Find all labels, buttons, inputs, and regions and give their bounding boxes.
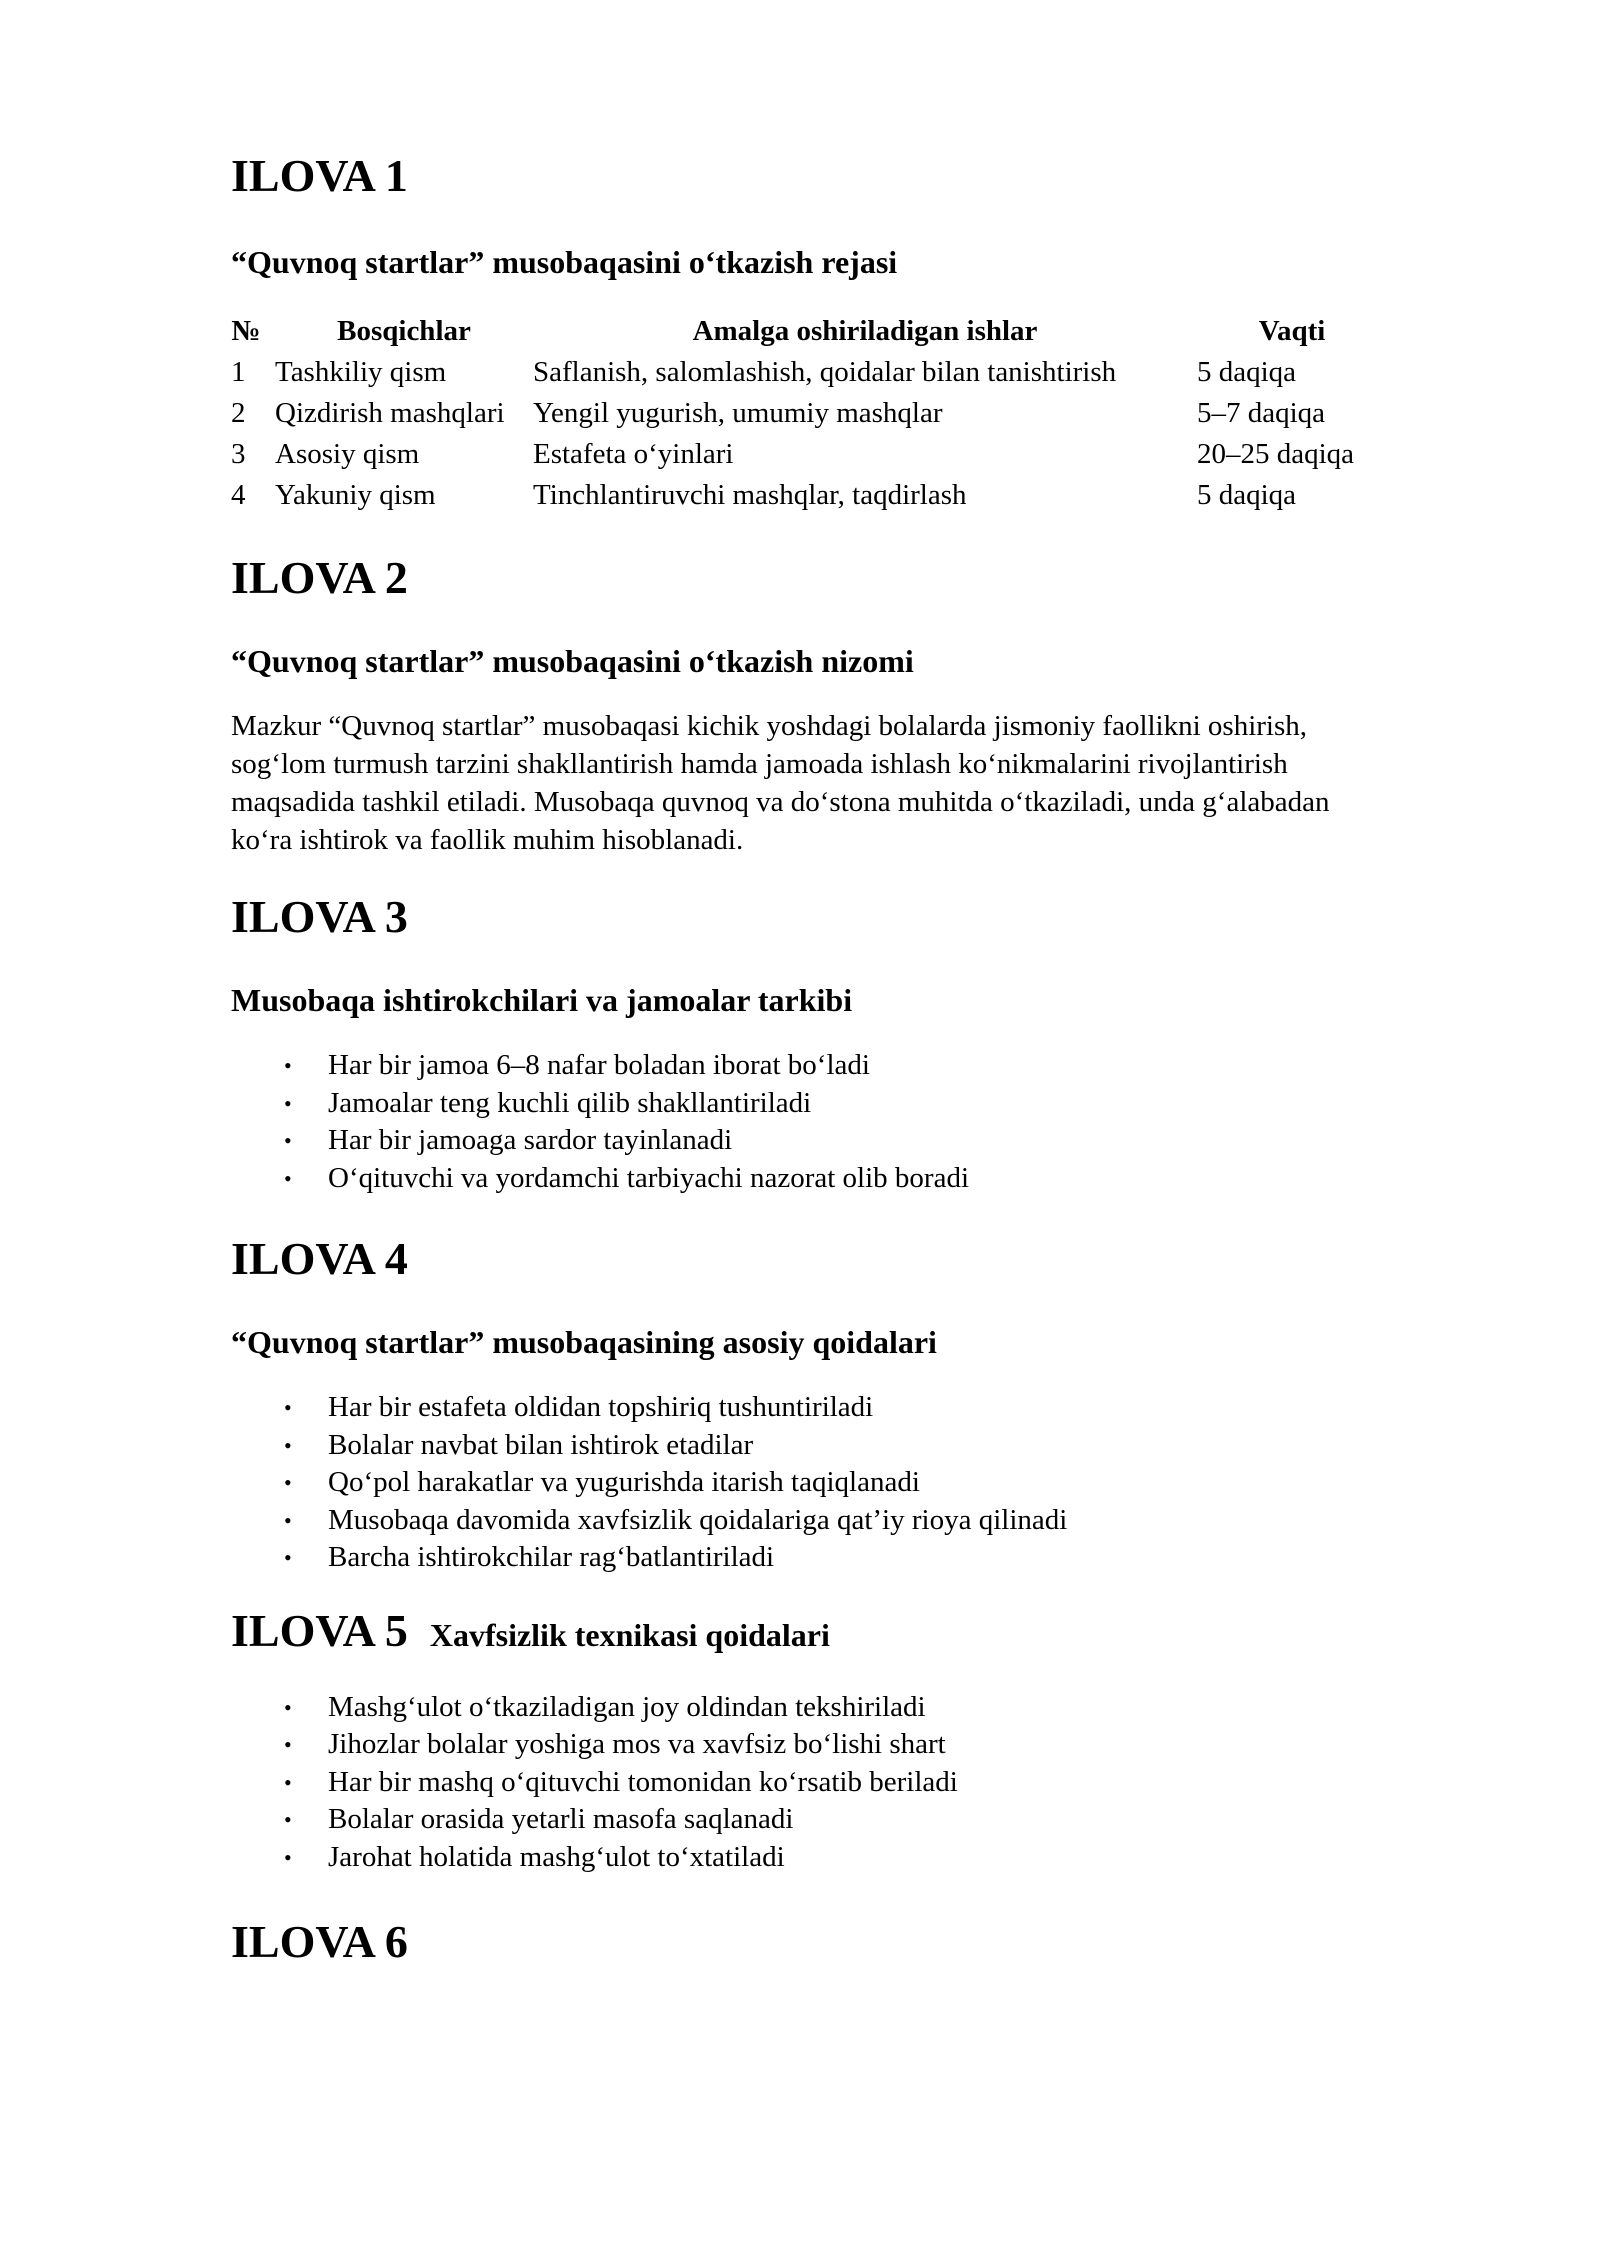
list-item-text: Har bir mashq o‘qituvchi tomonidan ko‘rsatib beriladi bbox=[328, 1765, 958, 1798]
list-item-text: Barcha ishtirokchilar rag‘batlantiriladi bbox=[328, 1541, 775, 1573]
bullet-icon: • bbox=[284, 1053, 292, 1078]
ilova-3-subtitle: Musobaqa ishtirokchilari va jamoalar tarkibi bbox=[231, 982, 853, 1018]
row-time: 20–25 daqiqa bbox=[1197, 438, 1355, 470]
ilova-5-subtitle: Xavfsizlik texnikasi qoidalari bbox=[429, 1616, 830, 1653]
bullet-icon: • bbox=[284, 1165, 292, 1191]
list-item-text: Har bir jamoa 6–8 nafar boladan iborat bo‘ladi bbox=[328, 1049, 870, 1081]
bullet-icon: • bbox=[284, 1807, 292, 1832]
table-row bbox=[231, 475, 1387, 516]
list-item-text: Jihozlar bolalar yoshiga mos va xavfsiz bo‘lishi shart bbox=[328, 1728, 946, 1760]
bullet-icon: • bbox=[284, 1128, 292, 1153]
paragraph-line: Mazkur “Quvnoq startlar” musobaqasi kichik yoshdagi bolalarda jismoniy faollikni oshirish, bbox=[231, 710, 1308, 742]
row-time: 5–7 daqiqa bbox=[1197, 397, 1326, 429]
table-row bbox=[231, 352, 1387, 393]
document-content bbox=[231, 148, 1481, 1970]
list-item-text: Jamoalar teng kuchli qilib shakllantiriladi bbox=[328, 1086, 812, 1119]
row-activity: Tinchlantiruvchi mashqlar, taqdirlash bbox=[533, 479, 967, 511]
ilova-5-title: ILOVA 5 bbox=[231, 1604, 408, 1656]
regulation-paragraph bbox=[231, 707, 1481, 859]
list-item-text: Musobaqa davomida xavfsizlik qoidalariga qat’iy rioya qilinadi bbox=[328, 1503, 1068, 1536]
rules-list bbox=[231, 1389, 1481, 1577]
paragraph-line: maqsadida tashkil etiladi. Musobaqa quvnoq va do‘stona muhitda o‘tkaziladi, unda g‘alabadan bbox=[231, 786, 1330, 818]
table-row bbox=[231, 393, 1387, 434]
header-stages: Bosqichlar bbox=[337, 315, 471, 347]
list-item-text: Mashg‘ulot o‘tkaziladigan joy oldindan tekshiriladi bbox=[328, 1690, 926, 1723]
ilova-1-subtitle: “Quvnoq startlar” musobaqasini o‘tkazish rejasi bbox=[231, 244, 898, 280]
list-item bbox=[231, 1427, 1481, 1465]
list-item bbox=[231, 1502, 1481, 1540]
list-item bbox=[231, 1389, 1481, 1427]
row-number: 1 bbox=[231, 356, 246, 388]
plan-table-header-row bbox=[231, 311, 1387, 352]
row-number: 2 bbox=[231, 397, 246, 429]
ilova-3-title: ILOVA 3 bbox=[231, 891, 408, 942]
list-item bbox=[231, 1764, 1481, 1802]
table-row bbox=[231, 434, 1387, 475]
list-item bbox=[231, 1122, 1481, 1160]
list-item-text: Bolalar orasida yetarli masofa saqlanadi bbox=[328, 1803, 794, 1835]
paragraph-line: ko‘ra ishtirok va faollik muhim hisoblanadi. bbox=[231, 824, 744, 856]
ilova-4-subtitle: “Quvnoq startlar” musobaqasining asosiy qoidalari bbox=[231, 1324, 937, 1360]
row-activity: Estafeta o‘yinlari bbox=[533, 438, 734, 470]
row-stage: Qizdirish mashqlari bbox=[275, 397, 505, 429]
bullet-icon: • bbox=[284, 1694, 292, 1720]
ilova-2-subtitle: “Quvnoq startlar” musobaqasini o‘tkazish nizomi bbox=[231, 643, 914, 679]
list-item bbox=[231, 1801, 1481, 1839]
list-item-text: O‘qituvchi va yordamchi tarbiyachi nazorat olib boradi bbox=[328, 1161, 970, 1194]
row-stage: Asosiy qism bbox=[275, 438, 420, 470]
row-time: 5 daqiqa bbox=[1197, 356, 1297, 388]
ilova-2-title: ILOVA 2 bbox=[231, 552, 408, 603]
bullet-icon: • bbox=[284, 1507, 292, 1533]
bullet-icon: • bbox=[284, 1090, 292, 1116]
safety-list bbox=[231, 1689, 1481, 1877]
list-item bbox=[231, 1160, 1481, 1198]
ilova-4-title: ILOVA 4 bbox=[231, 1233, 408, 1284]
header-time: Vaqti bbox=[1258, 315, 1326, 347]
list-item-text: Bolalar navbat bilan ishtirok etadilar bbox=[328, 1428, 754, 1461]
row-time: 5 daqiqa bbox=[1197, 479, 1297, 511]
ilova-6-title: ILOVA 6 bbox=[231, 1916, 408, 1967]
paragraph-line: sog‘lom turmush tarzini shakllantirish hamda jamoada ishlash ko‘nikmalarini rivojlantirish bbox=[231, 748, 1288, 780]
list-item bbox=[231, 1839, 1481, 1877]
bullet-icon: • bbox=[284, 1732, 292, 1757]
bullet-icon: • bbox=[284, 1545, 292, 1570]
row-stage: Yakuniy qism bbox=[275, 479, 436, 511]
bullet-icon: • bbox=[284, 1844, 292, 1870]
header-number: № bbox=[231, 315, 261, 347]
bullet-icon: • bbox=[284, 1769, 292, 1795]
bullet-icon: • bbox=[284, 1432, 292, 1458]
list-item bbox=[231, 1047, 1481, 1085]
bullet-icon: • bbox=[284, 1470, 292, 1495]
row-number: 3 bbox=[231, 438, 246, 470]
row-activity: Yengil yugurish, umumiy mashqlar bbox=[533, 397, 943, 429]
ilova-5-heading bbox=[231, 1603, 1481, 1659]
list-item-text: Har bir estafeta oldidan topshiriq tushuntiriladi bbox=[328, 1391, 874, 1423]
plan-table bbox=[231, 311, 1387, 516]
ilova-1-title: ILOVA 1 bbox=[231, 150, 408, 201]
header-activities: Amalga oshiriladigan ishlar bbox=[692, 315, 1038, 347]
list-item-text: Qo‘pol harakatlar va yugurishda itarish taqiqlanadi bbox=[328, 1466, 920, 1498]
list-item-text: Har bir jamoaga sardor tayinlanadi bbox=[328, 1124, 733, 1156]
list-item bbox=[231, 1085, 1481, 1123]
list-item bbox=[231, 1726, 1481, 1764]
row-number: 4 bbox=[231, 479, 246, 511]
list-item bbox=[231, 1539, 1481, 1577]
row-activity: Saflanish, salomlashish, qoidalar bilan tanishtirish bbox=[533, 356, 1117, 388]
bullet-icon: • bbox=[284, 1395, 292, 1420]
list-item-text: Jarohat holatida mashg‘ulot to‘xtatiladi bbox=[328, 1840, 785, 1873]
row-stage: Tashkiliy qism bbox=[275, 356, 447, 388]
participants-list bbox=[231, 1047, 1481, 1197]
list-item bbox=[231, 1464, 1481, 1502]
list-item bbox=[231, 1689, 1481, 1727]
